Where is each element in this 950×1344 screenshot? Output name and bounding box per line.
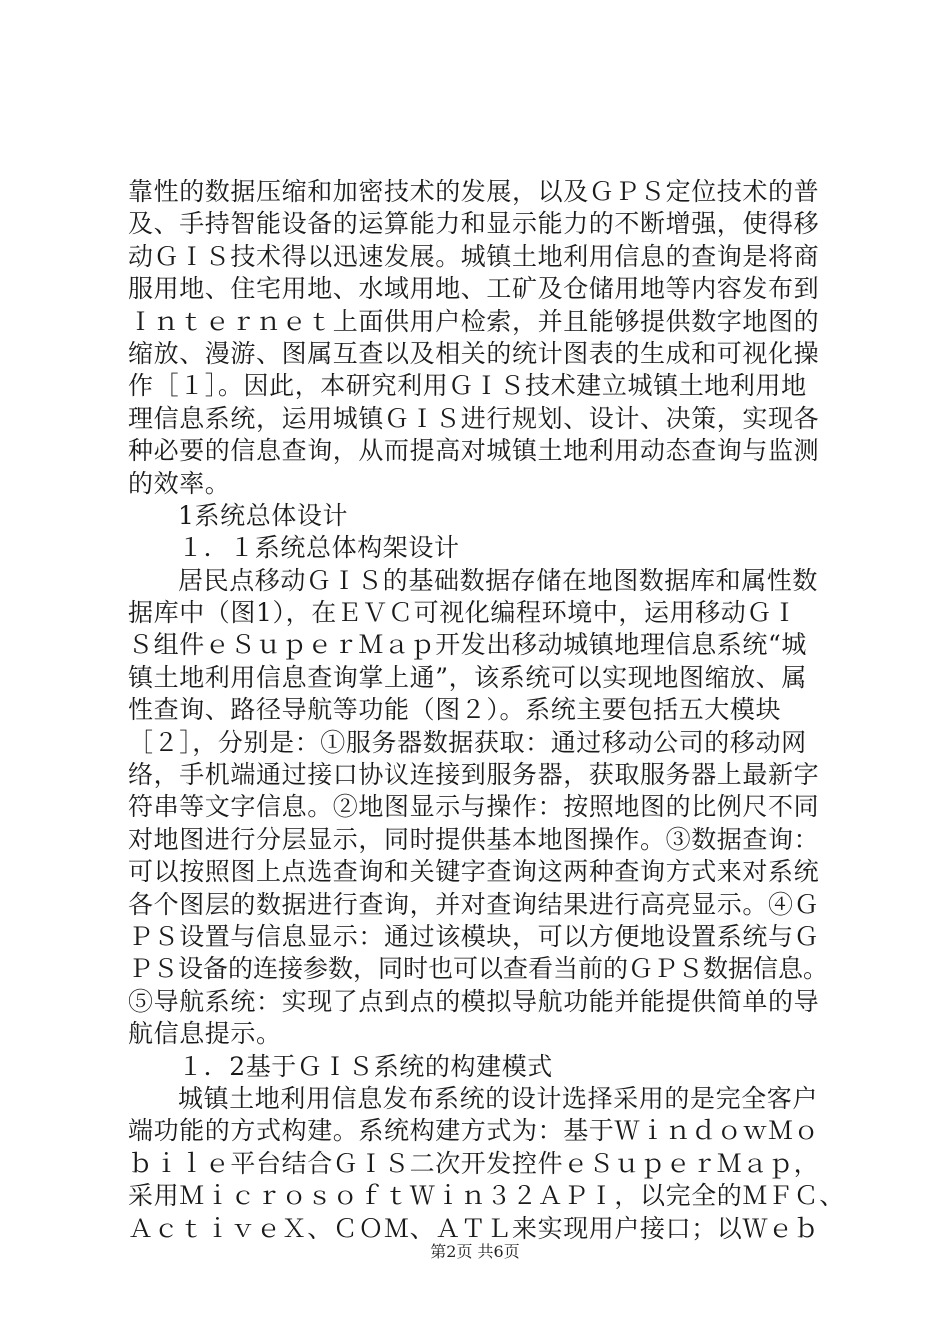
body-text (128, 176, 848, 1245)
page-number-footer: 第2页 共6页 (430, 1242, 520, 1261)
text-line: 络，手机端通过接口协议连接到服务器，获取服务器上最新字 (128, 760, 820, 790)
text-line: 端功能的方式构建。系统构建方式为：基于ＷｉｎｄｏｗＭｏ (128, 1116, 820, 1146)
text-line: 靠性的数据压缩和加密技术的发展，以及ＧＰＳ定位技术的普 (128, 177, 820, 206)
text-line: 采用ＭｉｃｒｏｓｏｆｔＷｉｎ３２ＡＰＩ，以完全的ＭＦＣ、 (128, 1181, 845, 1211)
text-line: 的效率。 (128, 468, 231, 498)
paragraph-start: 居民点移动ＧＩＳ的基础数据存储在地图数据库和属性数 (178, 565, 819, 595)
text-line: 作［１］。因此，本研究利用ＧＩＳ技术建立城镇土地利用地 (128, 371, 807, 401)
text-line: 及、手持智能设备的运算能力和显示能力的不断增强，使得移 (128, 209, 820, 239)
text-line: ｂｉｌｅ平台结合ＧＩＳ二次开发控件ｅＳｕｐｅｒＭａｐ， (128, 1148, 820, 1178)
text-line: ＡｃｔｉｖｅＸ、ＣＯＭ、ＡＴＬ来实现用户接口；以Ｗｅｂ (128, 1213, 820, 1243)
text-line: 镇土地利用信息查询掌上通”，该系统可以实现地图缩放、属 (128, 662, 807, 692)
text-line: 对地图进行分层显示，同时提供基本地图操作。③数据查询： (128, 824, 820, 854)
text-line: Ｉｎｔｅｒｎｅｔ上面供用户检索，并且能够提供数字地图的 (128, 306, 820, 336)
text-line: 理信息系统，运用城镇ＧＩＳ进行规划、设计、决策，实现各 (128, 403, 820, 433)
text-line: 航信息提示。 (128, 1019, 282, 1049)
section-heading: 1系统总体设计 (178, 500, 349, 530)
text-line: ＰＳ设备的连接参数，同时也可以查看当前的ＧＰＳ数据信息。 (128, 954, 829, 984)
text-line: 可以按照图上点选查询和关键字查询这两种查询方式来对系统 (128, 857, 820, 887)
subsection-heading: １．2基于ＧＩＳ系统的构建模式 (178, 1051, 553, 1081)
text-line: 服用地、住宅用地、水域用地、工矿及仓储用地等内容发布到 (128, 274, 820, 304)
text-line: ＰＳ设置与信息显示：通过该模块，可以方便地设置系统与Ｇ (128, 921, 820, 951)
subsection-heading: １．１系统总体构架设计 (178, 533, 460, 563)
text-line: 种必要的信息查询，从而提高对城镇土地利用动态查询与监测 (128, 436, 820, 466)
text-line: 据库中（图1），在ＥＶＣ可视化编程环境中，运用移动ＧＩ (128, 598, 798, 628)
text-line: Ｓ组件ｅＳｕｐｅｒＭａｐ开发出移动城镇地理信息系统“城 (128, 630, 807, 660)
paragraph-start: 城镇土地利用信息发布系统的设计选择采用的是完全客户 (178, 1083, 819, 1113)
text-line: 性查询、路径导航等功能（图２）。系统主要包括五大模块 (128, 695, 782, 725)
text-line: ⑤导航系统：实现了点到点的模拟导航功能并能提供简单的导 (128, 986, 820, 1016)
text-line: 缩放、漫游、图属互查以及相关的统计图表的生成和可视化操 (128, 338, 820, 368)
text-line: 符串等文字信息。②地图显示与操作：按照地图的比例尺不同 (128, 792, 820, 822)
text-line: ［２］，分别是：①服务器数据获取：通过移动公司的移动网 (128, 727, 807, 757)
text-line: 动ＧＩＳ技术得以迅速发展。城镇土地利用信息的查询是将商 (128, 241, 820, 271)
text-line: 各个图层的数据进行查询，并对查询结果进行高亮显示。④Ｇ (128, 889, 820, 919)
